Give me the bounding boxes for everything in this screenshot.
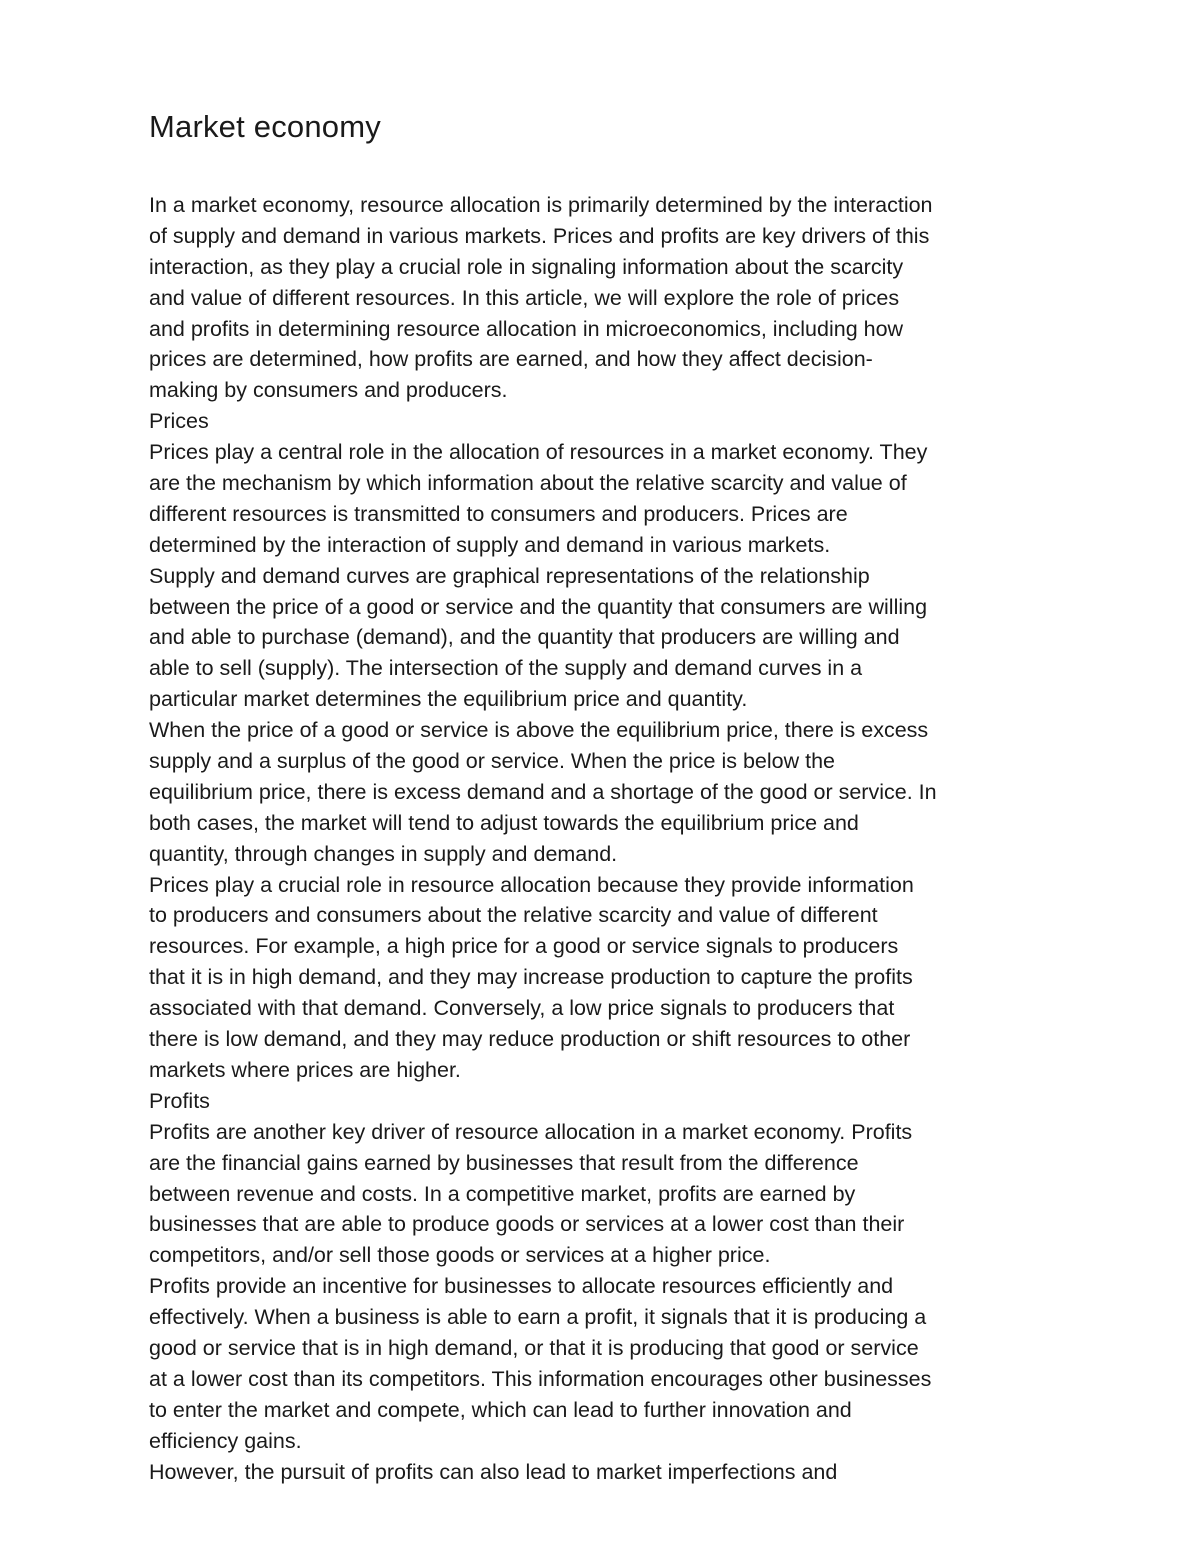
text-line: to producers and consumers about the relative scarcity and value of different: [149, 903, 878, 928]
text-line: supply and a surplus of the good or service. When the price is below the: [149, 749, 835, 774]
text-line: between the price of a good or service and the quantity that consumers are willing: [149, 594, 928, 619]
section-heading-prices: Prices: [149, 409, 209, 434]
text-line: are the financial gains earned by businesses that result from the difference: [149, 1150, 859, 1175]
text-line: competitors, and/or sell those goods or services at a higher price.: [149, 1243, 771, 1268]
text-line: at a lower cost than its competitors. This information encourages other businesses: [149, 1366, 932, 1391]
text-line: there is low demand, and they may reduce production or shift resources to other: [149, 1027, 911, 1052]
text-line: Prices play a crucial role in resource allocation because they provide information: [149, 872, 914, 897]
text-line: In a market economy, resource allocation is primarily determined by the interaction: [149, 193, 933, 217]
text-line: particular market determines the equilibrium price and quantity.: [149, 687, 748, 712]
text-line: resources. For example, a high price for a good or service signals to producers: [149, 934, 899, 959]
text-line: making by consumers and producers.: [149, 378, 508, 403]
text-line: determined by the interaction of supply and demand in various markets.: [149, 532, 831, 557]
text-line: efficiency gains.: [149, 1428, 302, 1453]
text-line: interaction, as they play a crucial role in signaling information about the scarcity: [149, 254, 904, 279]
text-line: associated with that demand. Conversely, a low price signals to producers that: [149, 996, 895, 1021]
text-line: and profits in determining resource allocation in microeconomics, including how: [149, 316, 904, 341]
text-line: that it is in high demand, and they may increase production to capture the profits: [149, 965, 913, 990]
text-line: good or service that is in high demand, or that it is producing that good or service: [149, 1335, 919, 1360]
text-line: However, the pursuit of profits can also lead to market imperfections and: [149, 1459, 838, 1484]
text-line: of supply and demand in various markets. Prices and profits are key drivers of this: [149, 223, 930, 248]
text-line: businesses that are able to produce goods or services at a lower cost than their: [149, 1212, 905, 1237]
text-line: both cases, the market will tend to adjust towards the equilibrium price and: [149, 810, 859, 835]
text-line: are the mechanism by which information about the relative scarcity and value of: [149, 471, 907, 496]
text-line: equilibrium price, there is excess demand and a shortage of the good or service. In: [149, 779, 937, 804]
text-line: quantity, through changes in supply and demand.: [149, 841, 618, 866]
text-line: between revenue and costs. In a competitive market, profits are earned by: [149, 1181, 856, 1206]
text-line: Supply and demand curves are graphical representations of the relationship: [149, 563, 870, 588]
text-line: Prices play a central role in the allocation of resources in a market economy. They: [149, 440, 928, 465]
text-line: and value of different resources. In this article, we will explore the role of prices: [149, 285, 900, 310]
section-heading-profits: Profits: [149, 1088, 210, 1113]
text-line: prices are determined, how profits are earned, and how they affect decision-: [149, 347, 873, 372]
text-line: markets where prices are higher.: [149, 1057, 461, 1082]
document-title: Market economy: [149, 109, 381, 144]
text-line: different resources is transmitted to consumers and producers. Prices are: [149, 501, 848, 526]
text-line: able to sell (supply). The intersection of the supply and demand curves in a: [149, 656, 863, 681]
text-line: Profits provide an incentive for businesses to allocate resources efficiently and: [149, 1274, 894, 1299]
text-line: When the price of a good or service is above the equilibrium price, there is excess: [149, 718, 929, 743]
text-line: and able to purchase (demand), and the quantity that producers are willing and: [149, 625, 900, 650]
document-body: [149, 106, 1059, 1487]
text-line: effectively. When a business is able to earn a profit, it signals that it is producing a: [149, 1305, 927, 1330]
text-line: to enter the market and compete, which can lead to further innovation and: [149, 1397, 852, 1422]
document-text: [149, 190, 1059, 1487]
text-line: Profits are another key driver of resource allocation in a market economy. Profits: [149, 1119, 913, 1144]
